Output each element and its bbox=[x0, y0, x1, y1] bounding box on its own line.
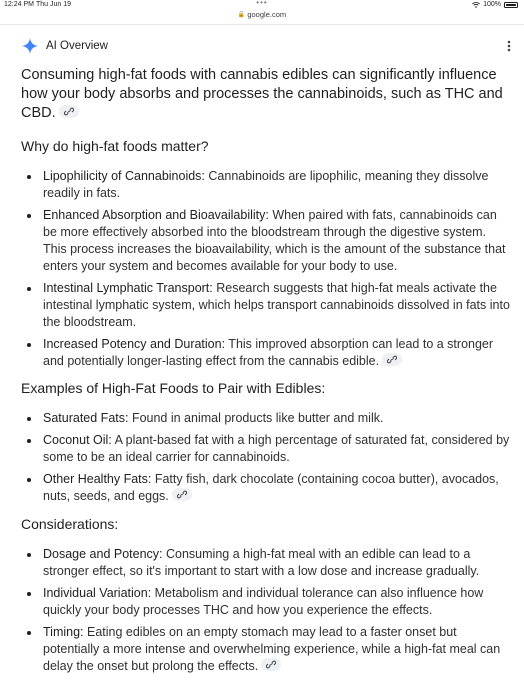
ai-overview-header bbox=[22, 36, 514, 56]
url-text: google.com bbox=[247, 10, 287, 19]
section-list-why bbox=[21, 168, 511, 370]
list-item: Increased Potency and Duration: This improved absorption can lead to a stronger and potentially longer-lasting effect from the cannabis edible. bbox=[21, 336, 511, 370]
list-item: Other Healthy Fats: Fatty fish, dark chocolate (containing cocoa butter), avocados, nuts, seeds, and eggs. bbox=[21, 471, 511, 505]
list-item: Lipophilicity of Cannabinoids: Cannabinoids are lipophilic, meaning they dissolve readily in fats. bbox=[21, 168, 511, 202]
section-list-examples bbox=[21, 410, 511, 505]
battery-icon bbox=[504, 2, 518, 8]
source-link-chip[interactable] bbox=[261, 658, 281, 671]
source-link-chip[interactable] bbox=[59, 105, 79, 118]
status-bar bbox=[0, 0, 524, 10]
section-heading-why: Why do high-fat foods matter? bbox=[21, 138, 209, 154]
status-right bbox=[472, 1, 518, 8]
intro-paragraph: Consuming high-fat foods with cannabis edibles can significantly influence how your body absorbs and processes the cannabinoids, such as THC and CBD. bbox=[21, 67, 503, 121]
link-icon bbox=[387, 355, 397, 364]
gemini-spark-icon bbox=[22, 38, 38, 54]
list-item: Coconut Oil: A plant-based fat with a high percentage of saturated fat, considered by some to be an ideal carrier for cannabinoids. bbox=[21, 432, 511, 466]
list-item: Saturated Fats: Found in animal products like butter and milk. bbox=[21, 410, 511, 427]
source-link-chip[interactable] bbox=[172, 488, 192, 501]
multitasking-dots[interactable]: ••• bbox=[256, 0, 268, 7]
more-vert-icon[interactable] bbox=[504, 38, 514, 54]
battery-percent: 100% bbox=[483, 1, 501, 8]
link-icon bbox=[266, 660, 276, 669]
section-heading-examples: Examples of High-Fat Foods to Pair with Edibles: bbox=[21, 380, 326, 396]
status-date: Thu Jun 19 bbox=[36, 1, 72, 8]
address-bar[interactable] bbox=[0, 10, 524, 22]
section-list-considerations bbox=[21, 546, 511, 675]
lock-icon: 🔒 bbox=[237, 12, 246, 18]
section-heading-considerations: Considerations: bbox=[21, 516, 119, 532]
list-item: Individual Variation: Metabolism and individual tolerance can also influence how quickly your body processes THC and how you experience the effects. bbox=[21, 585, 511, 619]
wifi-icon bbox=[472, 2, 480, 8]
link-icon bbox=[64, 107, 74, 116]
status-time: 12:24 PM bbox=[4, 1, 34, 8]
ai-overview-content bbox=[21, 66, 511, 680]
list-item: Timing: Eating edibles on an empty stomach may lead to a faster onset but potentially a more intense and overwhelming experience, while a high-fat meal can delay the onset but prolong the effects. bbox=[21, 624, 511, 675]
source-link-chip[interactable] bbox=[382, 353, 402, 366]
link-icon bbox=[177, 490, 187, 499]
divider bbox=[0, 24, 524, 25]
list-item: Enhanced Absorption and Bioavailability: When paired with fats, cannabinoids can be more effectively absorbed into the bloodstream through the digestive system. This process increases the bioavailability, which is the amount of the substance that enters your system and becomes available for your body to use. bbox=[21, 207, 511, 275]
list-item: Dosage and Potency: Consuming a high-fat meal with an edible can lead to a stronger effect, so it's important to start with a low dose and increase gradually. bbox=[21, 546, 511, 580]
ai-overview-title: AI Overview bbox=[46, 40, 108, 52]
list-item: Intestinal Lymphatic Transport: Research suggests that high-fat meals activate the intestinal lymphatic system, which helps transport cannabinoids dissolved in fats into the bloodstream. bbox=[21, 280, 511, 331]
